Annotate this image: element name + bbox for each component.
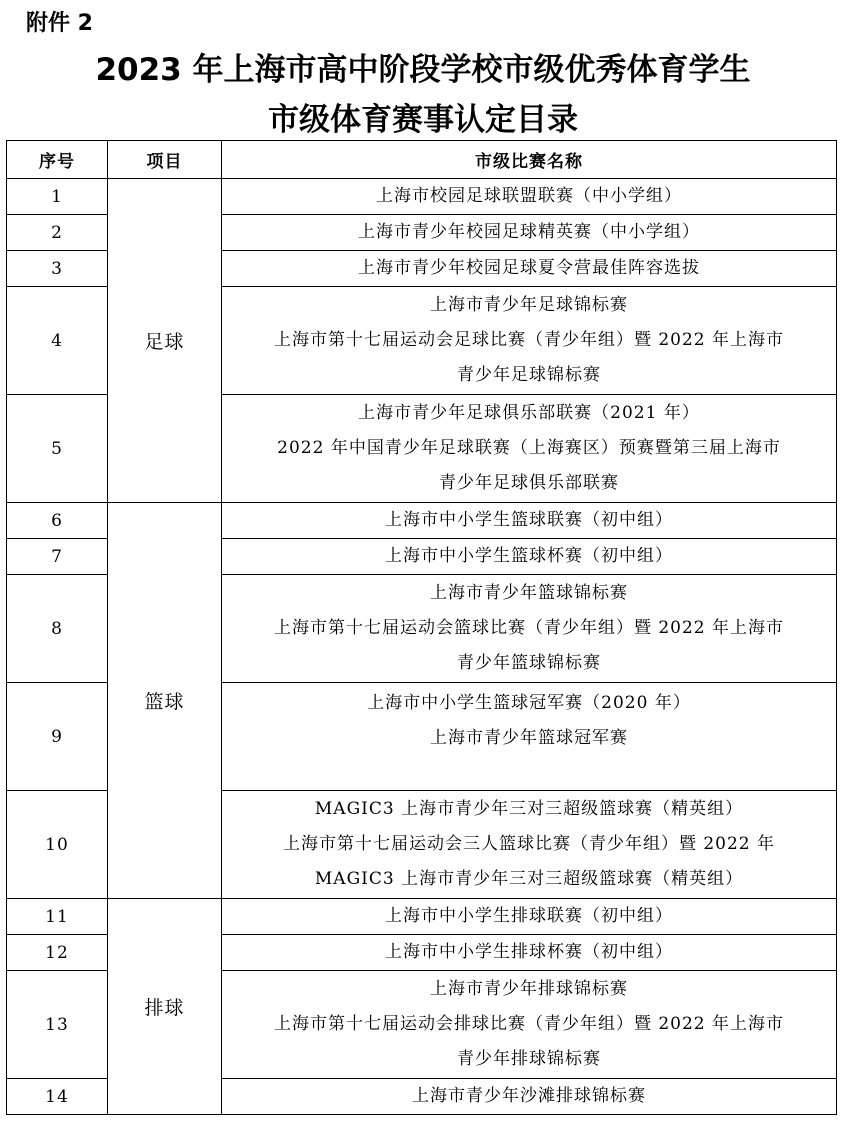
competition-line: 上海市青少年篮球冠军赛 bbox=[430, 728, 628, 748]
competition-line: 上海市中小学生排球联赛（初中组） bbox=[385, 906, 673, 926]
table-row bbox=[7, 179, 837, 215]
row-number: 7 bbox=[7, 539, 108, 575]
table-header-row bbox=[7, 141, 837, 179]
competition-line: 上海市青少年排球锦标赛 bbox=[430, 979, 628, 999]
row-number: 8 bbox=[7, 575, 108, 683]
sport-cell-football: 足球 bbox=[108, 179, 222, 503]
row-number: 14 bbox=[7, 1079, 108, 1115]
competition-name bbox=[222, 575, 837, 683]
competition-line: 上海市中小学生排球杯赛（初中组） bbox=[385, 942, 673, 962]
competition-name bbox=[222, 791, 837, 899]
document-title-line-2: 市级体育赛事认定目录 bbox=[268, 102, 578, 138]
competition-name bbox=[222, 935, 837, 971]
competition-line: 上海市青少年校园足球精英赛（中小学组） bbox=[358, 222, 700, 242]
row-number: 2 bbox=[7, 215, 108, 251]
row-number: 11 bbox=[7, 899, 108, 935]
competition-name bbox=[222, 971, 837, 1079]
competition-line: 上海市中小学生篮球冠军赛（2020 年） bbox=[367, 693, 691, 713]
competition-line: 青少年排球锦标赛 bbox=[457, 1049, 601, 1069]
row-number: 10 bbox=[7, 791, 108, 899]
competition-name bbox=[222, 179, 837, 215]
competition-line: 上海市第十七届运动会足球比赛（青少年组）暨 2022 年上海市 bbox=[273, 330, 785, 350]
row-number: 4 bbox=[7, 287, 108, 395]
competition-line: 上海市校园足球联盟联赛（中小学组） bbox=[376, 186, 682, 206]
row-number: 5 bbox=[7, 395, 108, 503]
sport-cell-basketball: 篮球 bbox=[108, 503, 222, 899]
competition-name bbox=[222, 503, 837, 539]
competition-line: 青少年足球锦标赛 bbox=[457, 365, 601, 385]
competition-name bbox=[222, 539, 837, 575]
header-competition-name: 市级比赛名称 bbox=[222, 141, 837, 179]
header-number: 序号 bbox=[7, 141, 108, 179]
competition-name bbox=[222, 251, 837, 287]
row-number: 12 bbox=[7, 935, 108, 971]
table-row bbox=[7, 503, 837, 539]
competition-line: 上海市青少年篮球锦标赛 bbox=[430, 583, 628, 603]
competition-line: 上海市青少年足球俱乐部联赛（2021 年） bbox=[358, 403, 700, 423]
competition-line: 上海市青少年足球锦标赛 bbox=[430, 295, 628, 315]
event-catalog-table bbox=[6, 140, 837, 1115]
competition-name bbox=[222, 683, 837, 791]
row-number: 6 bbox=[7, 503, 108, 539]
competition-line: 上海市第十七届运动会三人篮球比赛（青少年组）暨 2022 年 bbox=[282, 834, 776, 854]
header-sport: 项目 bbox=[108, 141, 222, 179]
sport-cell-volleyball: 排球 bbox=[108, 899, 222, 1115]
competition-line: 青少年足球俱乐部联赛 bbox=[439, 473, 619, 493]
competition-line: MAGIC3 上海市青少年三对三超级篮球赛（精英组） bbox=[314, 869, 744, 889]
competition-name bbox=[222, 215, 837, 251]
competition-line: 上海市第十七届运动会排球比赛（青少年组）暨 2022 年上海市 bbox=[273, 1014, 785, 1034]
competition-line: 2022 年中国青少年足球联赛（上海赛区）预赛暨第三届上海市 bbox=[277, 438, 781, 458]
competition-line: 上海市青少年校园足球夏令营最佳阵容选拔 bbox=[358, 258, 700, 278]
table-row bbox=[7, 899, 837, 935]
row-number: 3 bbox=[7, 251, 108, 287]
competition-name bbox=[222, 1079, 837, 1115]
row-number: 1 bbox=[7, 179, 108, 215]
row-number: 9 bbox=[7, 683, 108, 791]
row-number: 13 bbox=[7, 971, 108, 1079]
competition-line: 青少年篮球锦标赛 bbox=[457, 653, 601, 673]
attachment-label: 附件 2 bbox=[26, 11, 93, 36]
competition-name bbox=[222, 899, 837, 935]
competition-name bbox=[222, 395, 837, 503]
competition-line: 上海市青少年沙滩排球锦标赛 bbox=[412, 1086, 646, 1106]
competition-line: 上海市第十七届运动会篮球比赛（青少年组）暨 2022 年上海市 bbox=[273, 618, 785, 638]
document-title-line-1: 2023 年上海市高中阶段学校市级优秀体育学生 bbox=[95, 52, 751, 88]
competition-line: MAGIC3 上海市青少年三对三超级篮球赛（精英组） bbox=[314, 799, 744, 819]
competition-line: 上海市中小学生篮球杯赛（初中组） bbox=[385, 546, 673, 566]
competition-line: 上海市中小学生篮球联赛（初中组） bbox=[385, 510, 673, 530]
competition-name bbox=[222, 287, 837, 395]
